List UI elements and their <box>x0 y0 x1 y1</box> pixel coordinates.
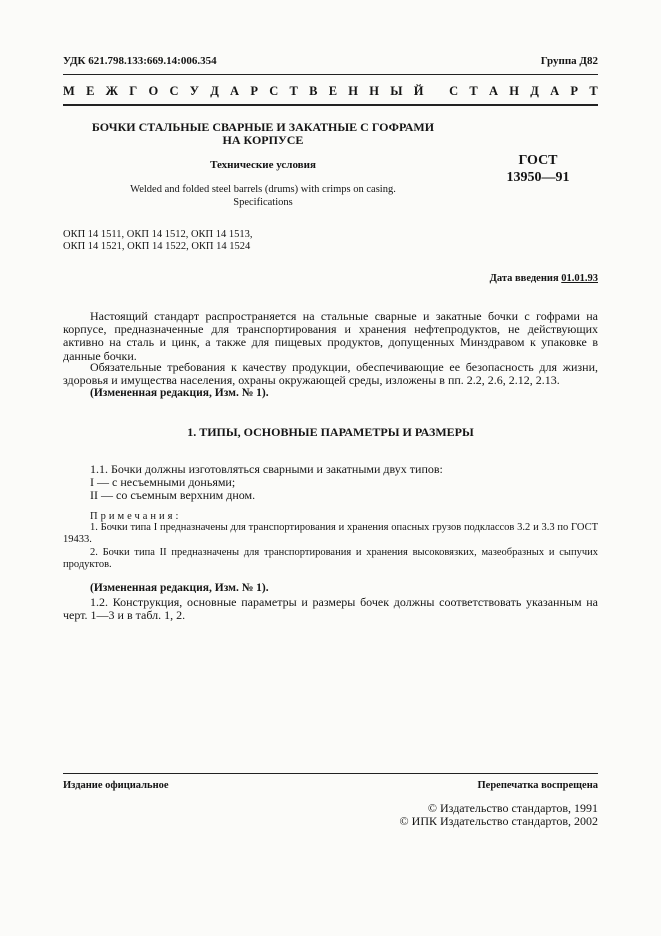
note-1-text: 1. Бочки типа I предназначены для транспортирования и хранения опасных грузов подклассов 3.2 и 3.3 по ГОСТ 19433. <box>63 522 598 545</box>
amendment-note-2: (Измененная редакция, Изм. № 1). <box>90 582 269 594</box>
heading-letter: Г <box>129 84 138 98</box>
heading-rule <box>63 104 598 106</box>
note-2-text: 2. Бочки типа II предназначены для транспортирования и хранения высоковязких, мазеобразных и сыпучих продуктов. <box>63 547 598 570</box>
group-code: Группа Д82 <box>540 55 598 67</box>
paragraph-requirements-text: Обязательные требования к качеству продукции, обеспечивающие ее безопасность для жизни, здоровья и имущества населения, охраны окружающей среды, изложены в пп. 2.2, 2.6, 2.12, 2.13. <box>63 360 598 388</box>
copyright-1: © Издательство стандартов, 1991 <box>427 801 598 815</box>
heading-letter: С <box>169 84 179 98</box>
interstate-standard-heading <box>63 84 598 99</box>
clause-1-1: 1.1. Бочки должны изготовляться сварными и закатными двух типов: <box>90 462 443 476</box>
okp-codes <box>63 229 253 252</box>
heading-letter: М <box>63 84 75 98</box>
gost-code: 13950—91 <box>506 170 570 185</box>
official-edition: Издание официальное <box>63 780 169 791</box>
heading-gap <box>435 84 438 99</box>
heading-letter: Е <box>86 84 95 98</box>
introduction-date <box>490 273 598 284</box>
notes-heading: Примечания: <box>90 511 182 522</box>
clause-1-2-text: 1.2. Конструкция, основные параметры и размеры бочек должны соответствовать указанным на черт. 1—3 и в табл. 1, 2. <box>63 595 598 623</box>
heading-letter: У <box>189 84 199 98</box>
clause-1-2 <box>63 596 598 622</box>
footer-rule <box>63 773 598 774</box>
heading-letter: Р <box>570 84 579 98</box>
gost-number <box>478 152 598 186</box>
top-rule <box>63 74 598 75</box>
heading-letter: Н <box>509 84 520 98</box>
okp-line-1: ОКП 14 1511, ОКП 14 1512, ОКП 14 1513, <box>63 229 253 240</box>
heading-letter: Й <box>413 84 424 98</box>
heading-letter: Ж <box>105 84 119 98</box>
english-title-line-1: Welded and folded steel barrels (drums) with crimps on casing. <box>130 184 396 195</box>
heading-letter: Н <box>369 84 379 98</box>
heading-letter: Р <box>250 84 258 98</box>
paragraph-requirements <box>63 361 598 387</box>
date-label: Дата введения <box>489 273 559 284</box>
gost-label: ГОСТ <box>518 153 558 168</box>
heading-letter: Н <box>348 84 359 98</box>
type-2-item: II — со съемным верхним дном. <box>90 488 256 502</box>
heading-letter: Д <box>530 84 539 98</box>
heading-letter: Д <box>210 84 219 98</box>
okp-line-2: ОКП 14 1521, ОКП 14 1522, ОКП 14 1524 <box>63 240 251 252</box>
type-1-item: I — с несъемными доньями; <box>90 475 236 489</box>
title-line-2: НА КОРПУСЕ <box>222 133 304 147</box>
note-2 <box>63 547 598 571</box>
heading-letter: Т <box>289 84 298 98</box>
english-title <box>63 183 463 209</box>
note-1 <box>63 522 598 546</box>
heading-letter: В <box>309 84 318 98</box>
document-subtitle: Технические условия <box>210 159 316 171</box>
heading-letter: С <box>269 84 279 98</box>
paragraph-scope-text: Настоящий стандарт распространяется на стальные сварные и закатные бочки с гофрами на корпусе, предназначенные для транспортирования и хранения нефтепродуктов, не действующих активно на сталь и цинк, а также для пищевых продуктов, допущенных Минздравом к упаковке в данные бочки. <box>63 309 598 363</box>
heading-letter: Ы <box>390 84 403 98</box>
heading-letter: Е <box>328 84 338 98</box>
section-1-heading: 1. ТИПЫ, ОСНОВНЫЕ ПАРАМЕТРЫ И РАЗМЕРЫ <box>187 425 474 439</box>
title-line-1: БОЧКИ СТАЛЬНЫЕ СВАРНЫЕ И ЗАКАТНЫЕ С ГОФРАМИ <box>91 120 435 134</box>
amendment-note-1: (Измененная редакция, Изм. № 1). <box>90 387 269 399</box>
english-title-line-2: Specifications <box>233 197 293 208</box>
paragraph-scope <box>63 310 598 363</box>
heading-letter: А <box>550 84 560 98</box>
heading-letter: Т <box>589 84 598 98</box>
heading-letter: С <box>449 84 459 98</box>
reprint-prohibited: Перепечатка воспрещена <box>477 780 598 791</box>
heading-letter: А <box>489 84 499 98</box>
udk-code: УДК 621.798.133:669.14:006.354 <box>63 55 217 67</box>
heading-letter: Т <box>469 84 478 98</box>
copyright-2: © ИПК Издательство стандартов, 2002 <box>399 814 598 828</box>
document-title <box>63 121 463 147</box>
heading-letter: А <box>230 84 240 98</box>
heading-letter: О <box>148 84 159 98</box>
date-value: 01.01.93 <box>561 273 598 284</box>
